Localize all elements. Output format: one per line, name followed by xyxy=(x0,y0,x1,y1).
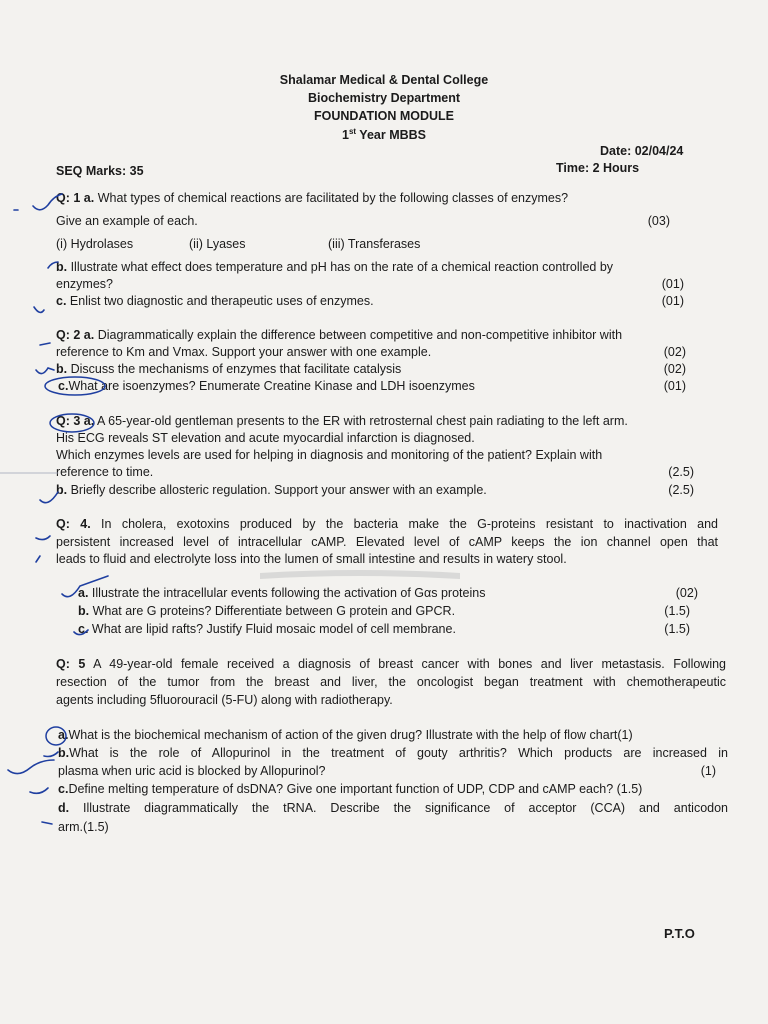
pto-label: P.T.O xyxy=(664,926,695,941)
seq-marks: SEQ Marks: 35 xyxy=(56,164,144,178)
q2-c-text: c.What are isoenzymes? Enumerate Creatine Kinase and LDH isoenzymes xyxy=(58,379,475,393)
year-label: 1st Year MBBS xyxy=(341,127,427,143)
q2-b-marks: (02) xyxy=(663,362,686,376)
q2-label: Q: 2 a. xyxy=(56,328,95,342)
q2-a-text: Q: 2 a. Diagrammatically explain the difference between competitive and non-competitive inhibitor with xyxy=(56,328,623,342)
q3-a-text: Q: 3 a. A 65-year-old gentleman presents to the ER with retrosternal chest pain radiating to the left arm. xyxy=(56,414,628,428)
q1-b-text: b. Illustrate what effect does temperature and pH has on the rate of a chemical reaction controlled by xyxy=(56,260,614,274)
q1-b-text-2: enzymes? xyxy=(56,277,113,291)
q5-b-text-2: plasma when uric acid is blocked by Allopurinol? xyxy=(58,764,326,778)
q5-label: Q: 5 xyxy=(56,657,86,671)
q1-c-text: c. Enlist two diagnostic and therapeutic uses of enzymes. xyxy=(56,294,374,308)
q3-label: Q: 3 a. xyxy=(56,414,95,428)
q5-a-text: a.What is the biochemical mechanism of action of the given drug? Illustrate with the help of flow chart(1) xyxy=(58,728,633,742)
q4-b-marks: (1.5) xyxy=(664,604,690,618)
q4-c-marks: (1.5) xyxy=(664,622,690,636)
q5-b-text: b.What is the role of Allopurinol in the treatment of gouty arthritis? Which products are increased in xyxy=(58,746,728,760)
scan-smudge xyxy=(260,568,460,584)
q5-c-text: c.Define melting temperature of dsDNA? Give one important function of UDP, CDP and cAMP each? (1.5) xyxy=(58,782,643,796)
q5-d-text-2: arm.(1.5) xyxy=(58,820,109,834)
q4-stem-3: leads to fluid and electrolyte loss into the lumen of small intestine and results in watery stool. xyxy=(56,552,567,566)
q1-a-text: Q: 1 a. What types of chemical reactions are facilitated by the following classes of enzymes? xyxy=(56,191,569,205)
college-name: Shalamar Medical & Dental College xyxy=(279,73,489,87)
q5-b-marks: (1) xyxy=(700,764,716,778)
q3-a-marks: (2.5) xyxy=(668,465,694,479)
q5-d-text: d. Illustrate diagrammatically the tRNA. Describe the significance of acceptor (CCA) and anticodon xyxy=(58,801,728,815)
q3-b-marks: (2.5) xyxy=(668,483,694,497)
q1-option-hydrolases: (i) Hydrolases xyxy=(56,237,134,251)
q1-c-marks: (01) xyxy=(661,294,684,308)
department-name: Biochemistry Department xyxy=(307,91,461,105)
q3-a-text-4: reference to time. xyxy=(56,465,154,479)
q4-stem-2: persistent increased level of intracellular cAMP. Elevated level of cAMP keeps the ion channel open that xyxy=(56,535,718,549)
q2-a-text-2: reference to Km and Vmax. Support your answer with one example. xyxy=(56,345,432,359)
q1-a-text-2: Give an example of each. xyxy=(56,214,198,228)
q4-stem-1: Q: 4. In cholera, exotoxins produced by the bacteria make the G-proteins resistant to inactivation and xyxy=(56,517,718,531)
q5-stem-1: Q: 5 A 49-year-old female received a diagnosis of breast cancer with bones and liver metastasis. Following xyxy=(56,657,727,671)
q2-b-text: b. Discuss the mechanisms of enzymes that facilitate catalysis xyxy=(56,362,402,376)
q4-b-text: b. What are G proteins? Differentiate between G protein and GPCR. xyxy=(78,604,456,618)
q1-label: Q: 1 a. xyxy=(56,191,95,205)
q1-option-transferases: (iii) Transferases xyxy=(328,237,421,251)
q1-b-marks: (01) xyxy=(661,277,684,291)
q4-a-marks: (02) xyxy=(675,586,698,600)
q2-c-marks: (01) xyxy=(663,379,686,393)
q3-b-text: b. Briefly describe allosteric regulation. Support your answer with an example. xyxy=(56,483,487,497)
q1-a-marks: (03) xyxy=(647,214,670,228)
q4-label: Q: 4. xyxy=(56,517,91,531)
q3-a-text-3: Which enzymes levels are used for helping in diagnosis and monitoring of the patient? Explain with xyxy=(56,448,603,462)
q4-a-text: a. Illustrate the intracellular events following the activation of Gαs proteins xyxy=(78,586,486,600)
exam-time: Time: 2 Hours xyxy=(556,161,640,175)
checkmark-icon xyxy=(8,760,54,774)
checkmark-icon xyxy=(36,368,54,374)
q5-stem-3: agents including 5fluorouracil (5-FU) along with radiotherapy. xyxy=(56,693,393,707)
q1-option-lyases: (ii) Lyases xyxy=(189,237,246,251)
q4-c-text: c. What are lipid rafts? Justify Fluid mosaic model of cell membrane. xyxy=(78,622,456,636)
exam-date: Date: 02/04/24 xyxy=(600,144,684,158)
q5-stem-2: resection of the tumor from the breast and liver, the oncologist began treatment with chemotherapeutic xyxy=(56,675,726,689)
q2-a-marks: (02) xyxy=(663,345,686,359)
module-name: FOUNDATION MODULE xyxy=(313,109,455,123)
q3-a-text-2: His ECG reveals ST elevation and acute myocardial infarction is diagnosed. xyxy=(56,431,475,445)
